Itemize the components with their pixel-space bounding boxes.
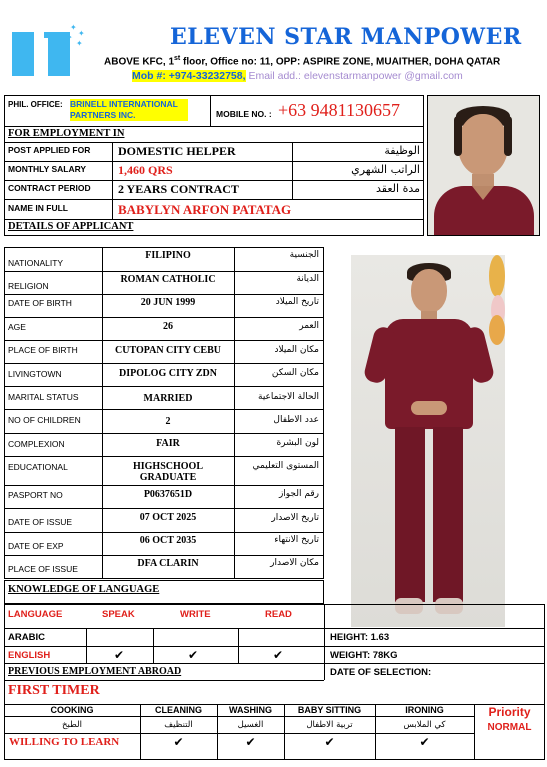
cooking-arabic: الطبخ bbox=[62, 720, 82, 730]
mobile-label: MOBILE NO. : bbox=[216, 109, 272, 119]
marital-label: MARITAL STATUS bbox=[8, 392, 79, 402]
priority-value: NORMAL bbox=[487, 722, 532, 733]
star-icon: ✦ bbox=[76, 39, 83, 48]
post-applied-label: POST APPLIED FOR bbox=[8, 145, 91, 155]
cleaning-header: CLEANING bbox=[155, 705, 202, 715]
english-speak-check: ✔ bbox=[114, 648, 125, 662]
language-section-title: KNOWLEDGE OF LANGUAGE bbox=[8, 584, 160, 595]
priority-label: Priority bbox=[488, 705, 531, 719]
marital-value: MARRIED bbox=[143, 393, 193, 404]
dob-arabic: تاريخ الميلاد bbox=[275, 297, 319, 307]
willing-to-learn-label: WILLING TO LEARN bbox=[9, 736, 120, 748]
nationality-arabic: الجنسية bbox=[289, 250, 319, 260]
salary-value: 1,460 QRS bbox=[118, 163, 173, 177]
company-logo bbox=[10, 22, 90, 78]
cleaning-arabic: التنظيف bbox=[164, 720, 193, 730]
washing-check: ✔ bbox=[245, 735, 256, 749]
logo-bar bbox=[12, 32, 24, 38]
passport-label: PASPORT NO bbox=[8, 490, 63, 500]
dob-label: DATE OF BIRTH bbox=[8, 298, 72, 308]
applicant-full-body-photo bbox=[351, 255, 505, 627]
post-applied-value: DOMESTIC HELPER bbox=[118, 144, 236, 158]
complexion-label: COMPLEXION bbox=[8, 439, 65, 449]
age-label: AGE bbox=[8, 322, 26, 332]
name-label: NAME IN FULL bbox=[8, 203, 68, 213]
issue-place-value: DFA CLARIN bbox=[137, 558, 199, 569]
star-icon: ✦ bbox=[78, 29, 85, 38]
ironing-header: IRONING bbox=[405, 705, 444, 715]
dob-value: 20 JUN 1999 bbox=[140, 297, 196, 308]
weight-value: WEIGHT: 78KG bbox=[330, 650, 398, 661]
english-read-check: ✔ bbox=[273, 648, 284, 662]
complexion-arabic: لون البشرة bbox=[276, 438, 319, 448]
employment-section-title: FOR EMPLOYMENT IN bbox=[8, 128, 125, 139]
logo-bar bbox=[12, 32, 34, 76]
washing-header: WASHING bbox=[228, 705, 272, 715]
write-col-header: WRITE bbox=[180, 609, 211, 620]
issue-date-value: 07 OCT 2025 bbox=[139, 512, 197, 523]
previous-employment-title: PREVIOUS EMPLOYMENT ABROAD bbox=[8, 666, 182, 677]
contract-label: CONTRACT PERIOD bbox=[8, 183, 91, 193]
date-of-selection-label: DATE OF SELECTION: bbox=[330, 667, 432, 678]
company-address: ABOVE KFC, 1st floor, Office no: 11, OPP: ASPIRE ZONE, MUAITHER, DOHA QATAR bbox=[104, 55, 501, 68]
logo-bar bbox=[44, 32, 56, 38]
ironing-arabic: كي الملابس bbox=[403, 720, 446, 730]
post-applied-arabic: الوظيفة bbox=[384, 144, 420, 157]
education-label: EDUCATIONAL bbox=[8, 462, 68, 472]
contract-value: 2 YEARS CONTRACT bbox=[118, 182, 239, 196]
cooking-header: COOKING bbox=[50, 705, 94, 715]
babysitting-check: ✔ bbox=[324, 735, 335, 749]
office-label: PHIL. OFFICE: bbox=[8, 100, 63, 109]
details-section-title: DETAILS OF APPLICANT bbox=[8, 221, 134, 232]
education-value-line2: GRADUATE bbox=[139, 472, 197, 483]
mobile-number: Mob #: +974-33232758, bbox=[132, 70, 246, 82]
salary-arabic: الراتب الشهري bbox=[351, 163, 420, 176]
children-value: 2 bbox=[165, 416, 171, 427]
expiry-date-arabic: تاريخ الانتهاء bbox=[274, 535, 319, 545]
complexion-value: FAIR bbox=[156, 438, 180, 449]
applicant-headshot bbox=[427, 95, 540, 236]
previous-employment-value: FIRST TIMER bbox=[8, 683, 100, 698]
age-value: 26 bbox=[163, 321, 173, 332]
language-col-header: LANGUAGE bbox=[8, 609, 63, 620]
star-icon: ✦ bbox=[70, 23, 77, 32]
issue-place-arabic: مكان الاصدار bbox=[270, 558, 319, 568]
expiry-date-value: 06 OCT 2035 bbox=[139, 535, 197, 546]
passport-arabic: رقم الجواز bbox=[278, 489, 319, 499]
babysitting-header: BABY SITTING bbox=[297, 705, 362, 715]
read-col-header: READ bbox=[265, 609, 292, 620]
company-title: ELEVEN STAR MANPOWER bbox=[170, 24, 522, 50]
marital-arabic: الحالة الاجتماعية bbox=[258, 392, 319, 402]
expiry-date-label: DATE OF EXP bbox=[8, 541, 64, 551]
height-value: HEIGHT: 1.63 bbox=[330, 632, 390, 643]
nationality-value: FILIPINO bbox=[145, 250, 191, 261]
email-address: Email add.: elevenstarmanpower @gmail.com bbox=[245, 70, 463, 82]
birthplace-value: CUTOPAN CITY CEBU bbox=[115, 345, 221, 356]
children-arabic: عدد الاطفال bbox=[273, 415, 319, 425]
company-contact bbox=[132, 70, 463, 82]
english-write-check: ✔ bbox=[188, 648, 199, 662]
children-label: NO OF CHILDREN bbox=[8, 415, 81, 425]
contract-arabic: مدة العقد bbox=[376, 182, 420, 195]
washing-arabic: الغسيل bbox=[237, 720, 264, 730]
education-arabic: المستوى التعليمي bbox=[252, 461, 319, 471]
issue-place-label: PLACE OF ISSUE bbox=[8, 564, 78, 574]
salary-label: MONTHLY SALARY bbox=[8, 164, 87, 174]
arabic-language-label: ARABIC bbox=[8, 632, 45, 643]
issue-date-label: DATE OF ISSUE bbox=[8, 517, 73, 527]
passport-value: P0637651D bbox=[143, 489, 193, 500]
livingtown-value: DIPOLOG CITY ZDN bbox=[119, 368, 217, 379]
livingtown-label: LIVINGTOWN bbox=[8, 369, 62, 379]
birthplace-arabic: مكان الميلاد bbox=[274, 345, 319, 355]
speak-col-header: SPEAK bbox=[102, 609, 135, 620]
mobile-value: +63 9481130657 bbox=[278, 100, 400, 120]
livingtown-arabic: مكان السكن bbox=[271, 368, 319, 378]
name-value: BABYLYN ARFON PATATAG bbox=[118, 202, 292, 217]
ironing-check: ✔ bbox=[419, 735, 430, 749]
nationality-label: NATIONALITY bbox=[8, 258, 64, 268]
babysitting-arabic: تربية الاطفال bbox=[306, 720, 353, 730]
office-value: BRINELL INTERNATIONAL PARTNERS INC. bbox=[70, 99, 188, 121]
religion-arabic: الديانة bbox=[296, 274, 319, 284]
religion-label: RELIGION bbox=[8, 281, 49, 291]
issue-date-arabic: تاريخ الاصدار bbox=[271, 513, 319, 523]
age-arabic: العمر bbox=[299, 321, 319, 331]
star-icon: ✦ bbox=[66, 33, 73, 42]
religion-value: ROMAN CATHOLIC bbox=[120, 274, 216, 285]
cleaning-check: ✔ bbox=[173, 735, 184, 749]
birthplace-label: PLACE OF BIRTH bbox=[8, 345, 78, 355]
education-value: HIGHSCHOOL bbox=[132, 461, 203, 472]
english-language-label: ENGLISH bbox=[8, 650, 51, 661]
